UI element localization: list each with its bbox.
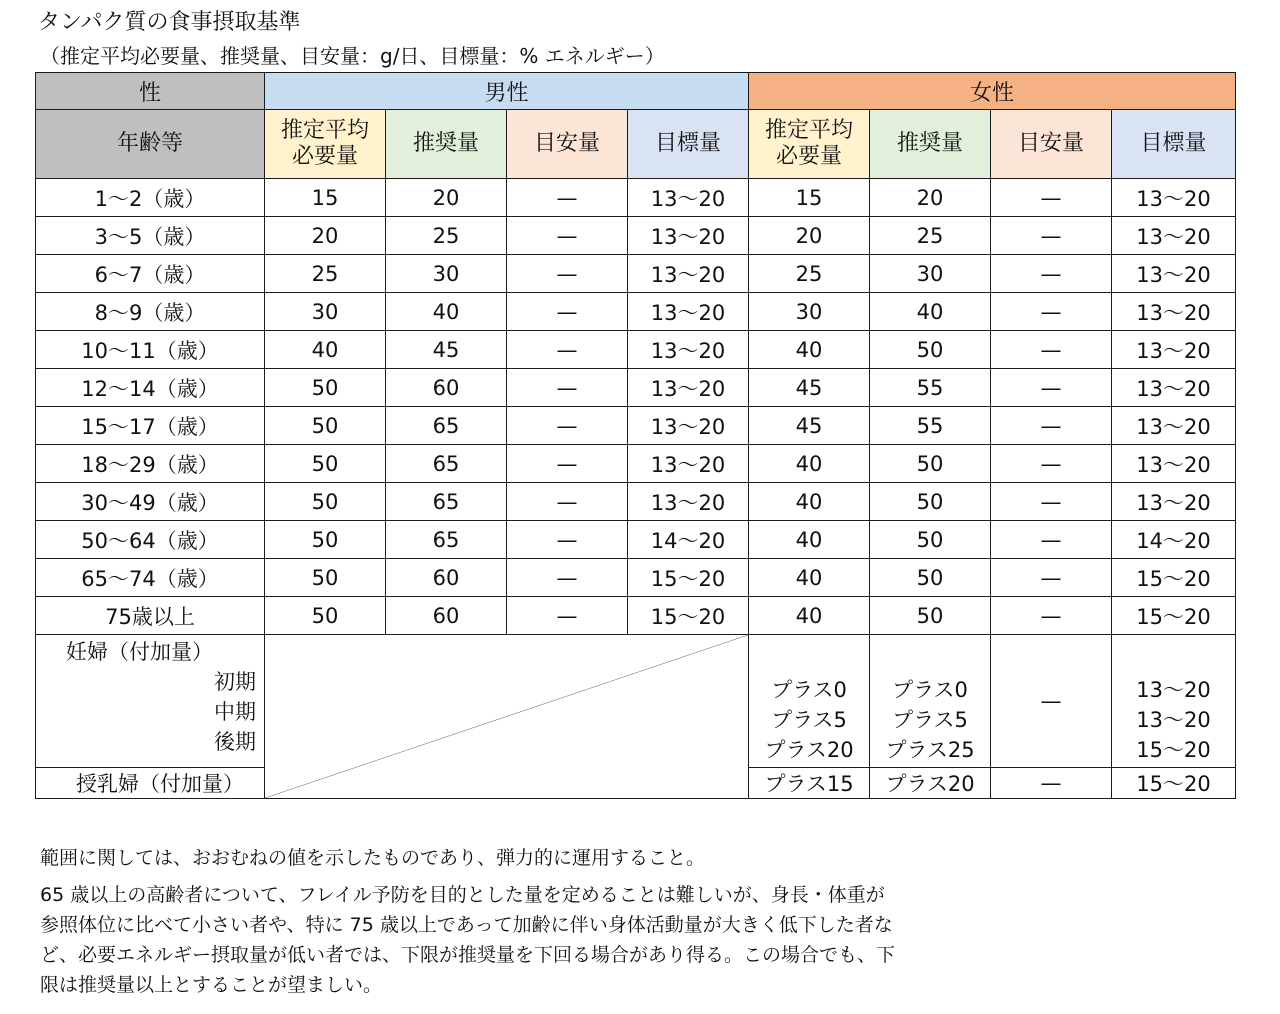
cell-age: 1～2（歳）: [36, 179, 265, 217]
cell-f-rda: 50: [870, 331, 991, 369]
cell-f-dg: 15～20: [1112, 597, 1236, 635]
table-row: [36, 293, 1236, 331]
cell-m-ear: 50: [265, 559, 386, 597]
cell-f-ear: 40: [749, 483, 870, 521]
cell-f-ai: —: [991, 521, 1112, 559]
cell-m-ai: —: [507, 559, 628, 597]
cell-f-ear: 40: [749, 559, 870, 597]
cell-f-rda: 50: [870, 483, 991, 521]
header-female-ai: 目安量: [991, 110, 1112, 179]
cell-f-rda: 40: [870, 293, 991, 331]
pregnant-early: 初期: [214, 670, 256, 694]
pregnant-label-cell: [36, 635, 265, 768]
cell-m-dg: 13～20: [628, 217, 749, 255]
table-row: [36, 331, 1236, 369]
cell-m-ai: —: [507, 407, 628, 445]
cell-m-dg: 15～20: [628, 597, 749, 635]
cell-m-rda: 60: [386, 597, 507, 635]
cell-m-rda: 20: [386, 179, 507, 217]
cell-m-ear: 50: [265, 483, 386, 521]
pregnant-label: 妊婦（付加量）: [66, 640, 213, 664]
cell-f-rda: 50: [870, 521, 991, 559]
cell-m-dg: 15～20: [628, 559, 749, 597]
cell-m-rda: 40: [386, 293, 507, 331]
cell-f-ear: 40: [749, 331, 870, 369]
cell-f-rda: 50: [870, 597, 991, 635]
cell-m-dg: 13～20: [628, 369, 749, 407]
cell-m-dg: 14～20: [628, 521, 749, 559]
cell-f-ai: —: [991, 293, 1112, 331]
cell-f-ai: —: [991, 483, 1112, 521]
table-row: [36, 179, 1236, 217]
cell-f-ear: 40: [749, 597, 870, 635]
cell-m-dg: 13～20: [628, 179, 749, 217]
cell-f-rda: 30: [870, 255, 991, 293]
cell-m-ai: —: [507, 597, 628, 635]
cell-f-ai: —: [991, 407, 1112, 445]
cell-age: 75歳以上: [36, 597, 265, 635]
cell-f-rda: 55: [870, 407, 991, 445]
cell-m-dg: 13～20: [628, 331, 749, 369]
cell-f-dg: 13～20: [1112, 293, 1236, 331]
pregnant-ear: プラス0 プラス5 プラス20: [749, 635, 870, 768]
header-sex: 性: [36, 73, 265, 110]
pregnant-dg: 13～20 13～20 15～20: [1112, 635, 1236, 768]
cell-age: 65～74（歳）: [36, 559, 265, 597]
cell-f-ai: —: [991, 597, 1112, 635]
cell-m-ai: —: [507, 255, 628, 293]
cell-f-ear: 45: [749, 369, 870, 407]
pregnant-late: 後期: [214, 730, 256, 754]
cell-f-rda: 50: [870, 445, 991, 483]
table-row: [36, 483, 1236, 521]
cell-age: 15～17（歳）: [36, 407, 265, 445]
cell-m-ear: 50: [265, 445, 386, 483]
cell-f-ear: 30: [749, 293, 870, 331]
cell-m-dg: 13～20: [628, 255, 749, 293]
cell-f-ear: 15: [749, 179, 870, 217]
table-row: [36, 369, 1236, 407]
cell-f-rda: 50: [870, 559, 991, 597]
lactating-ear: プラス15: [749, 768, 870, 799]
cell-f-rda: 55: [870, 369, 991, 407]
cell-m-ai: —: [507, 521, 628, 559]
cell-m-rda: 25: [386, 217, 507, 255]
cell-m-dg: 13～20: [628, 293, 749, 331]
cell-f-rda: 25: [870, 217, 991, 255]
cell-age: 12～14（歳）: [36, 369, 265, 407]
cell-m-ear: 30: [265, 293, 386, 331]
cell-f-rda: 20: [870, 179, 991, 217]
cell-m-ear: 50: [265, 369, 386, 407]
cell-f-ai: —: [991, 179, 1112, 217]
cell-age: 8～9（歳）: [36, 293, 265, 331]
protein-intake-table: [35, 72, 1236, 799]
header-female-rda: 推奨量: [870, 110, 991, 179]
cell-f-dg: 13～20: [1112, 331, 1236, 369]
cell-age: 10～11（歳）: [36, 331, 265, 369]
header-row-columns: [36, 110, 1236, 179]
cell-age: 30～49（歳）: [36, 483, 265, 521]
cell-age: 50～64（歳）: [36, 521, 265, 559]
cell-f-ear: 20: [749, 217, 870, 255]
cell-age: 18～29（歳）: [36, 445, 265, 483]
cell-m-rda: 60: [386, 559, 507, 597]
cell-age: 3～5（歳）: [36, 217, 265, 255]
header-female-dg: 目標量: [1112, 110, 1236, 179]
header-male-dg: 目標量: [628, 110, 749, 179]
header-row-sex: [36, 73, 1236, 110]
table-row: [36, 521, 1236, 559]
cell-f-ai: —: [991, 369, 1112, 407]
cell-m-ai: —: [507, 179, 628, 217]
pregnant-ai: —: [991, 635, 1112, 768]
cell-f-dg: 14～20: [1112, 521, 1236, 559]
cell-f-dg: 13～20: [1112, 217, 1236, 255]
cell-m-ear: 50: [265, 597, 386, 635]
cell-m-rda: 65: [386, 521, 507, 559]
cell-m-ear: 40: [265, 331, 386, 369]
cell-m-rda: 65: [386, 407, 507, 445]
lactating-rda: プラス20: [870, 768, 991, 799]
note-elderly: 65 歳以上の高齢者について、フレイル予防を目的とした量を定めることは難しいが、身長・体重が 参照体位に比べて小さい者や、特に 75 歳以上であって加齢に伴い身体活動量が大きく低下した者な ど、必要エネルギー摂取量が低い者では、下限が推奨量を下回る場合があり得る。この場合でも、下 限は推奨量以上とすることが望ましい。: [40, 884, 896, 996]
cell-m-rda: 65: [386, 483, 507, 521]
cell-f-dg: 13～20: [1112, 407, 1236, 445]
cell-f-dg: 15～20: [1112, 559, 1236, 597]
cell-f-ai: —: [991, 255, 1112, 293]
page-title: タンパク質の食事摂取基準: [38, 10, 301, 35]
pregnant-rda: プラス0 プラス5 プラス25: [870, 635, 991, 768]
cell-f-ai: —: [991, 217, 1112, 255]
table-row: [36, 559, 1236, 597]
cell-f-ear: 40: [749, 445, 870, 483]
page-subtitle: （推定平均必要量、推奨量、目安量：g/日、目標量：% エネルギー）: [40, 44, 665, 68]
cell-m-ai: —: [507, 445, 628, 483]
header-male: 男性: [265, 73, 749, 110]
cell-m-ai: —: [507, 293, 628, 331]
diagonal-line: [265, 635, 748, 798]
table-row: [36, 407, 1236, 445]
lactating-label: 授乳婦（付加量）: [36, 768, 265, 799]
cell-m-rda: 30: [386, 255, 507, 293]
cell-m-rda: 65: [386, 445, 507, 483]
header-age: 年齢等: [36, 110, 265, 179]
cell-m-ear: 20: [265, 217, 386, 255]
table-row-pregnant: [36, 635, 1236, 768]
cell-f-dg: 13～20: [1112, 445, 1236, 483]
cell-f-ai: —: [991, 331, 1112, 369]
cell-f-dg: 13～20: [1112, 255, 1236, 293]
lactating-ai: —: [991, 768, 1112, 799]
table-row: [36, 217, 1236, 255]
cell-m-rda: 60: [386, 369, 507, 407]
cell-m-dg: 13～20: [628, 445, 749, 483]
cell-f-ear: 25: [749, 255, 870, 293]
cell-m-ear: 15: [265, 179, 386, 217]
cell-m-dg: 13～20: [628, 483, 749, 521]
cell-m-dg: 13～20: [628, 407, 749, 445]
header-male-rda: 推奨量: [386, 110, 507, 179]
cell-m-ai: —: [507, 217, 628, 255]
header-female: 女性: [749, 73, 1236, 110]
table-row: [36, 597, 1236, 635]
cell-age: 6～7（歳）: [36, 255, 265, 293]
lactating-dg: 15～20: [1112, 768, 1236, 799]
male-not-applicable-diagonal: [265, 635, 749, 799]
cell-m-ear: 50: [265, 521, 386, 559]
cell-f-dg: 13～20: [1112, 369, 1236, 407]
cell-f-ai: —: [991, 559, 1112, 597]
cell-f-ear: 40: [749, 521, 870, 559]
header-male-ai: 目安量: [507, 110, 628, 179]
cell-m-ai: —: [507, 331, 628, 369]
table-row: [36, 255, 1236, 293]
cell-m-ai: —: [507, 369, 628, 407]
cell-m-ear: 25: [265, 255, 386, 293]
cell-m-rda: 45: [386, 331, 507, 369]
header-female-ear: 推定平均 必要量: [749, 110, 870, 179]
cell-f-ear: 45: [749, 407, 870, 445]
cell-f-ai: —: [991, 445, 1112, 483]
note-range: 範囲に関しては、おおむねの値を示したものであり、弾力的に運用すること。: [40, 847, 706, 869]
cell-f-dg: 13～20: [1112, 179, 1236, 217]
cell-f-dg: 13～20: [1112, 483, 1236, 521]
table-row: [36, 445, 1236, 483]
cell-m-ai: —: [507, 483, 628, 521]
pregnant-mid: 中期: [214, 700, 256, 724]
cell-m-ear: 50: [265, 407, 386, 445]
header-male-ear: 推定平均 必要量: [265, 110, 386, 179]
